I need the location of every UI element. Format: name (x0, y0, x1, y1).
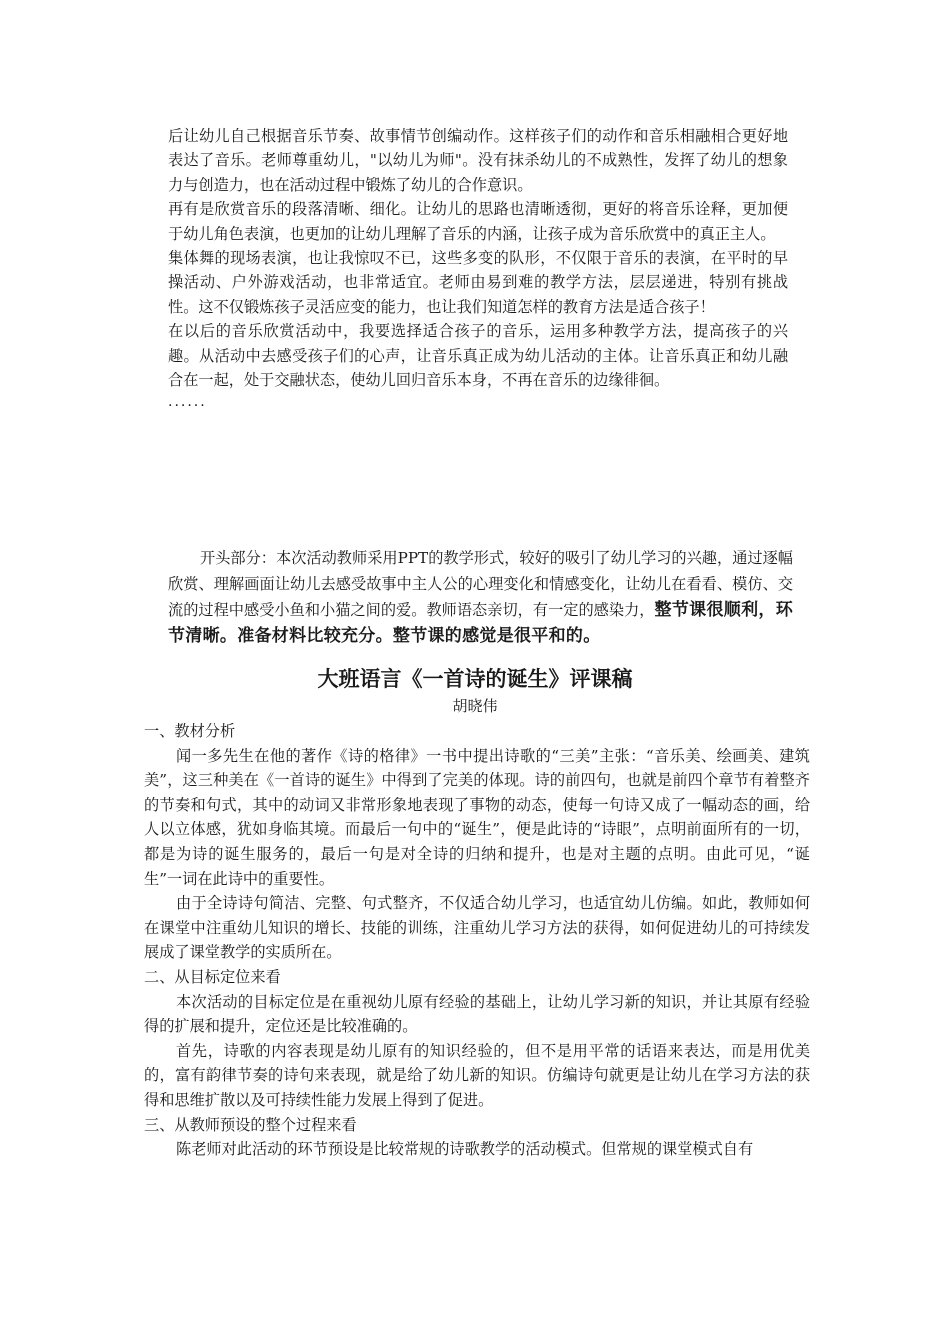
paragraph: 在以后的音乐欣赏活动中，我要选择适合孩子的音乐，运用多种教学方法，提高孩子的兴趣。从活动中去感受孩子们的心声，让音乐真正成为幼儿活动的主体。让音乐真正和幼儿融合在一起，处于交融状态，使幼儿回归音乐本身，不再在音乐的边缘徘徊。 (168, 322, 788, 390)
paragraph: 闻一多先生在他的著作《诗的格律》一书中提出诗歌的“三美”主张：“音乐美、绘画美、建筑美”，这三种美在《一首诗的诞生》中得到了完美的体现。诗的前四句，也就是前四个章节有着整齐的节奏和句式，其中的动词又非常形象地表现了事物的动态，使每一句诗又成了一幅动态的画，给人以立体感，犹如身临其境。而最后一句中的“诞生”，便是此诗的“诗眼”，点明前面所有的一切，都是为诗的诞生服务的，最后一句是对全诗的归纳和提升，也是对主题的点明。由此可见，“诞生”一词在此诗中的重要性。 (144, 746, 810, 888)
review-continuation (168, 124, 788, 412)
section-heading: 一、教材分析 (144, 722, 236, 740)
paragraph (168, 545, 793, 649)
paragraph-text-large: 整节课很顺利，环节清晰。准备材料比较充分。整节课的感觉是很平和的。 (168, 600, 794, 646)
paragraph: 再有是欣赏音乐的段落清晰、细化。让幼儿的思路也清晰透彻，更好的将音乐诠释，更加便于幼儿角色表演，也更加的让幼儿理解了音乐的内涵，让孩子成为音乐欣赏中的真正主人。 (168, 200, 788, 243)
article-title: 大班语言《一首诗的诞生》评课稿 (317, 667, 633, 691)
paragraph: 集体舞的现场表演，也让我惊叹不已，这些多变的队形，不仅限于音乐的表演，在平时的早操活动、户外游戏活动，也非常适宜。老师由易到难的教学方法，层层递进，特别有挑战性。这不仅锻炼孩子灵活应变的能力，也让我们知道怎样的教育方法是适合孩子！ (168, 249, 788, 316)
article-author: 胡晓伟 (452, 697, 498, 715)
paragraph: 首先，诗歌的内容表现是幼儿原有的知识经验的，但不是用平常的话语来表达，而是用优美的，富有韵律节奏的诗句来表现，就是给了幼儿新的知识。仿编诗句就更是让幼儿在学习方法的获得和思维扩散以及可持续性能力发展上得到了促进。 (144, 1041, 810, 1109)
section-heading: 三、从教师预设的整个过程来看 (144, 1115, 357, 1134)
paragraph-text: 开头部分：本次活动教师采用PPT的教学形式，较好的吸引了幼儿学习的兴趣，通过逐幅欣赏、理解画面让幼儿去感受故事中主人公的心理变化和情感变化，让幼儿在看看、模仿、交流的过程中感受小鱼和小猫之间的爱。教师语态亲切，有一定的感染力， (168, 549, 793, 619)
section-heading: 二、从目标定位来看 (144, 967, 281, 986)
paragraph: 后让幼儿自己根据音乐节奏、故事情节创编动作。这样孩子们的动作和音乐相融相合更好地表达了音乐。老师尊重幼儿，"以幼儿为师"。没有抹杀幼儿的不成熟性，发挥了幼儿的想象力与创造力，也在活动过程中锻炼了幼儿的合作意识。 (168, 127, 788, 194)
article-body (144, 719, 810, 1162)
ellipsis: ...... (168, 394, 207, 411)
review-opening-section (168, 545, 793, 649)
paragraph: 本次活动的目标定位是在重视幼儿原有经验的基础上，让幼儿学习新的知识，并让其原有经验得的扩展和提升，定位还是比较准确的。 (144, 992, 810, 1036)
paragraph: 由于全诗诗句简洁、完整、句式整齐，不仅适合幼儿学习，也适宜幼儿仿编。如此，教师如何在课堂中注重幼儿知识的增长、技能的训练，注重幼儿学习方法的获得，如何促进幼儿的可持续发展成了课堂教学的实质所在。 (144, 894, 810, 962)
paragraph: 陈老师对此活动的环节预设是比较常规的诗歌教学的活动模式。但常规的课堂模式自有 (176, 1140, 754, 1159)
